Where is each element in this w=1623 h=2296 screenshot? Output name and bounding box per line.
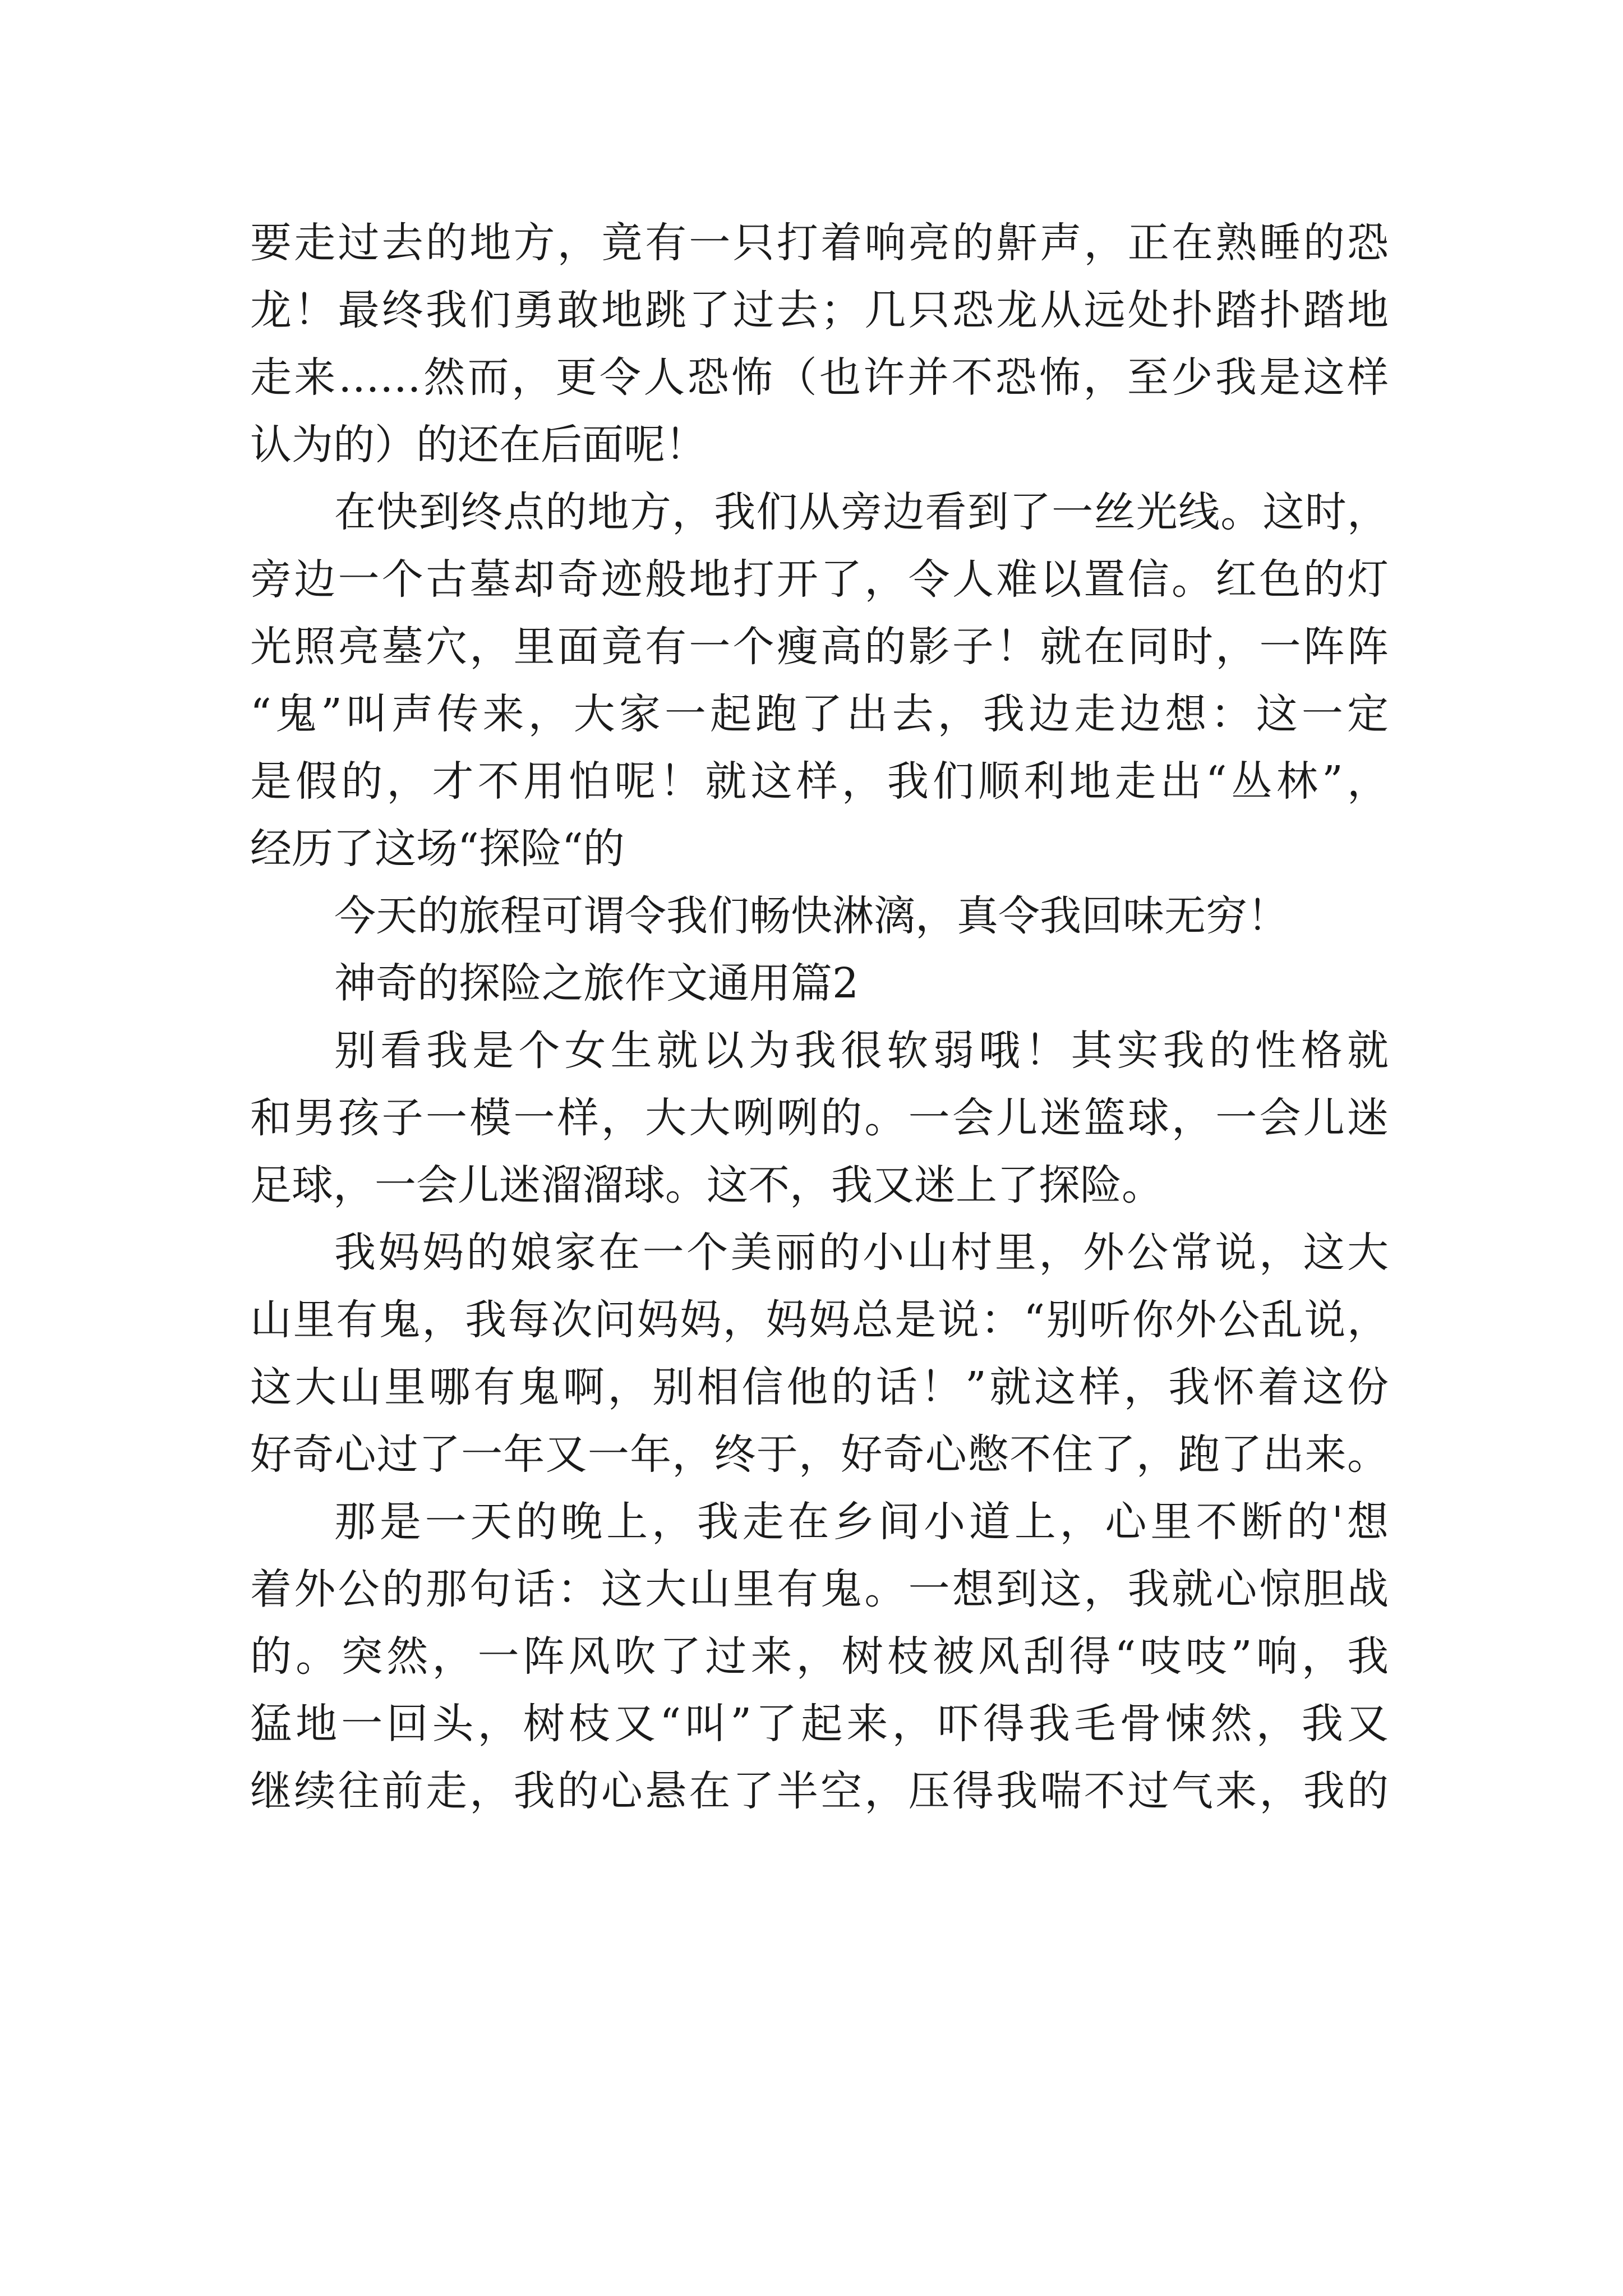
text-line: 着外公的那句话：这大山里有鬼。一想到这，我就心惊胆战 [250, 1565, 1389, 1613]
text-line: 的。突然，一阵风吹了过来，树枝被风刮得“吱吱”响，我 [250, 1632, 1389, 1681]
text-line: 要走过去的地方，竟有一只打着响亮的鼾声，正在熟睡的恐 [250, 219, 1389, 267]
text-line: 好奇心过了一年又一年，终于，好奇心憋不住了，跑了出来。 [250, 1430, 1389, 1479]
text-line: 和男孩子一模一样，大大咧咧的。一会儿迷篮球，一会儿迷 [250, 1094, 1389, 1142]
text-line: 龙！最终我们勇敢地跳了过去；几只恐龙从远处扑踏扑踏地 [250, 286, 1389, 334]
text-line: 认为的）的还在后面呢！ [250, 421, 707, 469]
text-line: 光照亮墓穴，里面竟有一个瘦高的影子！就在同时，一阵阵 [250, 623, 1389, 671]
text-line: “鬼”叫声传来，大家一起跑了出去，我边走边想：这一定 [250, 690, 1389, 738]
text-line: 旁边一个古墓却奇迹般地打开了，令人难以置信。红色的灯 [250, 555, 1389, 604]
text-line: 继续往前走，我的心悬在了半空，压得我喘不过气来，我的 [250, 1767, 1389, 1815]
section-heading: 神奇的探险之旅作文通用篇2 [334, 959, 859, 1007]
text-line: 足球，一会儿迷溜溜球。这不，我又迷上了探险。 [250, 1161, 1163, 1209]
text-line: 经历了这场“探险“的 [250, 825, 625, 873]
text-line: 这大山里哪有鬼啊，别相信他的话！”就这样，我怀着这份 [250, 1363, 1389, 1411]
paragraph-start-line: 我妈妈的娘家在一个美丽的小山村里，外公常说，这大 [334, 1228, 1389, 1277]
paragraph-start-line: 别看我是个女生就以为我很软弱哦！其实我的性格就 [334, 1027, 1389, 1075]
paragraph-start-line: 在快到终点的地方，我们从旁边看到了一丝光线。这时， [334, 488, 1389, 536]
text-line: 猛地一回头，树枝又“叫”了起来，吓得我毛骨悚然，我又 [250, 1700, 1389, 1748]
essay-body [250, 209, 1389, 1825]
text-line: 是假的，才不用怕呢！就这样，我们顺利地走出“丛林”， [250, 757, 1389, 806]
paragraph-start-line: 今天的旅程可谓令我们畅快淋漓，真令我回味无穷！ [334, 892, 1289, 940]
text-line: 山里有鬼，我每次问妈妈，妈妈总是说：“别听你外公乱说， [250, 1296, 1389, 1344]
paragraph-start-line: 那是一天的晚上，我走在乡间小道上，心里不断的'想 [334, 1498, 1389, 1546]
text-line: 走来……然而，更令人恐怖（也许并不恐怖，至少我是这样 [250, 353, 1389, 402]
